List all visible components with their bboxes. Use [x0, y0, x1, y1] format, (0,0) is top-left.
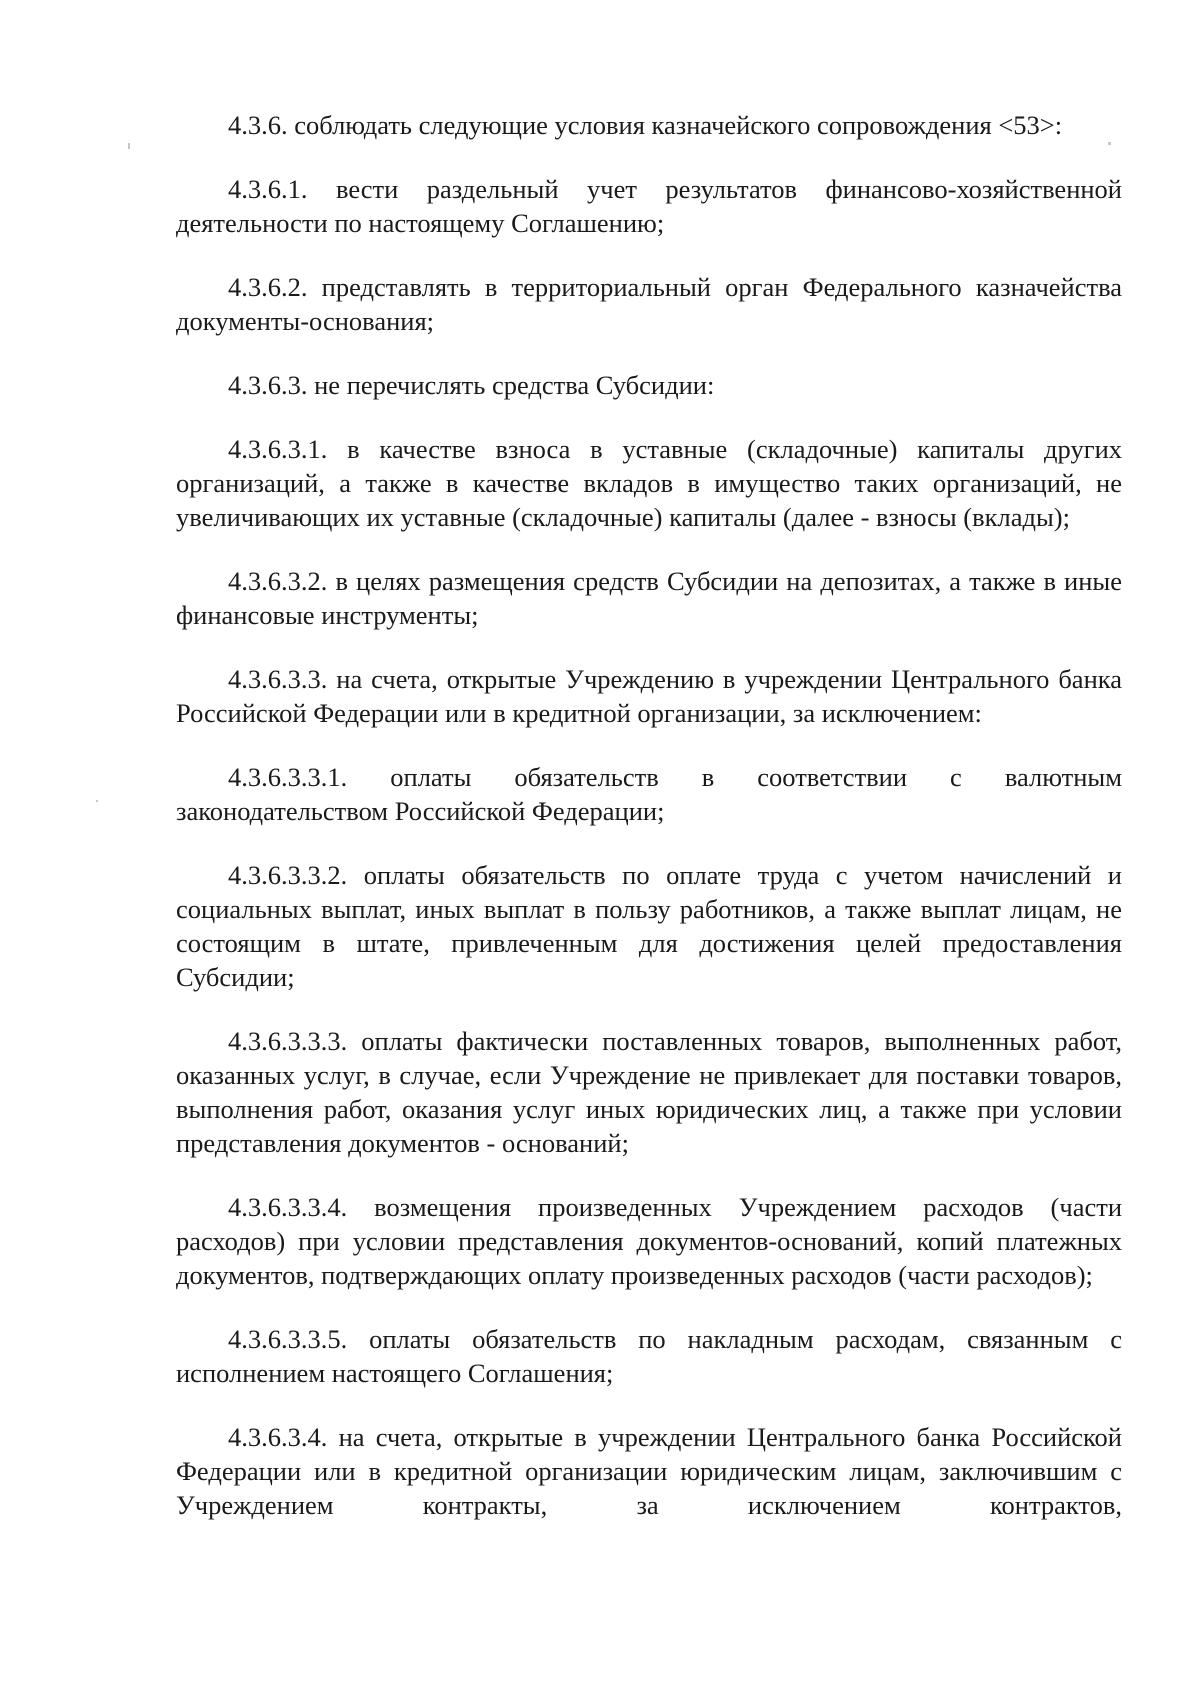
- scan-speck: [96, 800, 98, 802]
- clause-4-3-6-3-3-4: 4.3.6.3.3.4. возмещения произведенных Учреждением расходов (части расходов) при условии представления документов-оснований, копий платежных документов, подтверждающих оплату произведенных расходов (части расходов);: [176, 1192, 1122, 1290]
- clause-4-3-6-1: 4.3.6.1. вести раздельный учет результатов финансово-хозяйственной деятельности по настоящему Соглашению;: [176, 174, 1122, 238]
- clause-4-3-6-2: 4.3.6.2. представлять в территориальный орган Федерального казначейства документы-основания;: [176, 272, 1122, 336]
- clause-4-3-6-3-2: 4.3.6.3.2. в целях размещения средств Субсидии на депозитах, а также в иные финансовые инструменты;: [176, 566, 1122, 630]
- clause-4-3-6-3-3-3: 4.3.6.3.3.3. оплаты фактически поставленных товаров, выполненных работ, оказанных услуг, в случае, если Учреждение не привлекает для поставки товаров, выполнения работ, оказания услуг иных юридических лиц, а также при условии представления документов - оснований;: [176, 1026, 1122, 1158]
- clause-4-3-6: 4.3.6. соблюдать следующие условия казначейского сопровождения <53>:: [228, 110, 1063, 140]
- clause-4-3-6-3-3-1: 4.3.6.3.3.1. оплаты обязательств в соответствии с валютным законодательством Российской Федерации;: [176, 762, 1122, 826]
- clause-4-3-6-3: 4.3.6.3. не перечислять средства Субсидии:: [228, 370, 715, 400]
- scan-speck: [128, 143, 130, 149]
- clause-4-3-6-3-4: 4.3.6.3.4. на счета, открытые в учреждении Центрального банка Российской Федерации или в кредитной организации юридическим лицам, заключившим с Учреждением контракты, за исключением контрактов,: [176, 1422, 1122, 1520]
- clause-4-3-6-3-3-5: 4.3.6.3.3.5. оплаты обязательств по накладным расходам, связанным с исполнением настоящего Соглашения;: [176, 1324, 1122, 1388]
- clause-4-3-6-3-3-2: 4.3.6.3.3.2. оплаты обязательств по оплате труда с учетом начислений и социальных выплат, иных выплат в пользу работников, а также выплат лицам, не состоящим в штате, привлеченным для достижения целей предоставления Субсидии;: [176, 860, 1122, 992]
- clause-4-3-6-3-1: 4.3.6.3.1. в качестве взноса в уставные (складочные) капиталы других организаций, а также в качестве вкладов в имущество таких организаций, не увеличивающих их уставные (складочные) капиталы (далее - взносы (вклады);: [176, 434, 1122, 532]
- document-body: [176, 108, 1122, 1522]
- clause-4-3-6-3-3: 4.3.6.3.3. на счета, открытые Учреждению в учреждении Центрального банка Российской Федерации или в кредитной организации, за исключением:: [176, 664, 1122, 728]
